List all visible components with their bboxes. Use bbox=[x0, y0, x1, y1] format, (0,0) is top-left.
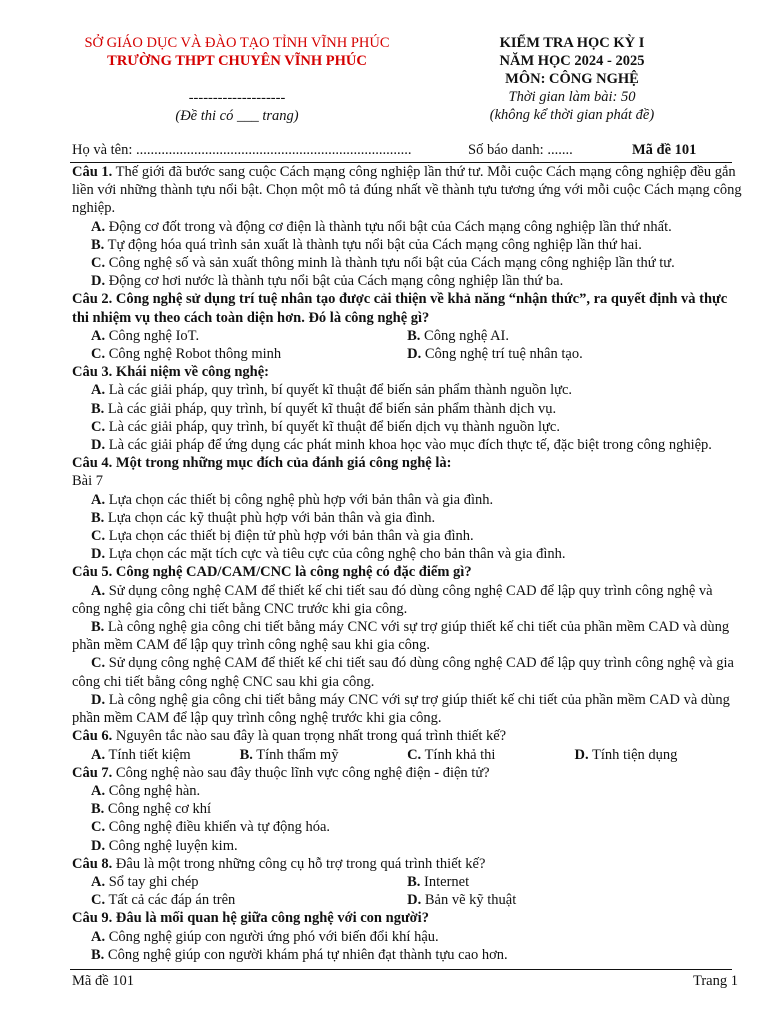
option-a: A. Công nghệ giúp con người ứng phó với biến đổi khí hậu. bbox=[91, 928, 439, 945]
option-d: D. Động cơ hơi nước là thành tựu nổi bật của Cách mạng công nghiệp lần thứ ba. bbox=[91, 273, 564, 290]
header-right bbox=[448, 34, 696, 124]
option-a: A. Là các giải pháp, quy trình, bí quyết kĩ thuật để biến sản phẩm thành nguồn lực. bbox=[91, 382, 573, 399]
question-number: Câu 6. bbox=[72, 728, 113, 745]
footer-exam-code: Mã đề 101 bbox=[72, 973, 135, 989]
option-b: B. Lựa chọn các kỹ thuật phù hợp với bản thân và gia đình. bbox=[91, 509, 436, 526]
question-number: Câu 1. bbox=[72, 164, 113, 180]
option-b: B. Công nghệ giúp con người khám phá tự nhiên đạt thành tựu cao hơn. bbox=[91, 946, 508, 963]
option-a: A. Sổ tay ghi chép bbox=[91, 873, 199, 890]
question-6 bbox=[72, 727, 742, 745]
question-1 bbox=[72, 163, 742, 218]
option-c: C. Lựa chọn các thiết bị điện tử phù hợp với bản thân và gia đình. bbox=[91, 528, 474, 545]
time-note: (không kể thời gian phát đề) bbox=[489, 107, 655, 123]
option-b: B. Tự động hóa quá trình sản xuất là thành tựu nổi bật của Cách mạng công nghiệp lần thứ hai. bbox=[91, 236, 642, 253]
question-7 bbox=[72, 764, 742, 782]
option-d: D. Công nghệ luyện kim. bbox=[91, 837, 238, 854]
option-d: D. Lựa chọn các mặt tích cực và tiêu cực của công nghệ cho bản thân và gia đình. bbox=[91, 546, 566, 563]
option-b: B. Công nghệ AI. bbox=[407, 327, 510, 344]
option-b: B. Là công nghệ gia công chi tiết bằng máy CNC với sự trợ giúp thiết kế chi tiết của phần mềm CAD và dùng phần mềm CAM để lập quy trình công nghệ sau khi gia công. bbox=[72, 619, 730, 654]
footer-rule bbox=[70, 969, 732, 970]
options-row bbox=[72, 327, 742, 345]
options-row bbox=[72, 746, 742, 764]
department-name: SỞ GIÁO DỤC VÀ ĐÀO TẠO TỈNH VĨNH PHÚC bbox=[84, 35, 390, 51]
school-name: TRƯỜNG THPT CHUYÊN VĨNH PHÚC bbox=[107, 53, 367, 69]
option-d: D. Bản vẽ kỹ thuật bbox=[407, 892, 517, 909]
option-d: D. Tính tiện dụng bbox=[574, 746, 678, 763]
page-number: Trang 1 bbox=[693, 973, 738, 989]
option-a: A. Tính tiết kiệm bbox=[91, 746, 191, 763]
option-d: D. Là các giải pháp để ứng dụng các phát minh khoa học vào mục đích thực tế, đặc biệt trong công nghiệp. bbox=[91, 437, 712, 454]
header-left bbox=[62, 34, 412, 125]
option-d: D. Công nghệ trí tuệ nhân tạo. bbox=[407, 346, 583, 363]
option-c: C. Công nghệ Robot thông minh bbox=[91, 346, 282, 363]
question-2: Câu 2. Công nghệ sử dụng trí tuệ nhân tạo được cải thiện về khả năng “nhận thức”, ra quyết định và thực thi nhiệm vụ theo cách toàn diện hơn. Đó là công nghệ gì? bbox=[72, 291, 728, 326]
question-text: Công nghệ nào sau đây thuộc lĩnh vực công nghệ điện - điện tử? bbox=[115, 764, 490, 781]
options-row bbox=[72, 891, 742, 909]
student-info-line bbox=[72, 142, 730, 162]
page-footer bbox=[72, 973, 738, 990]
pages-note: (Đề thi có ___ trang) bbox=[175, 108, 299, 124]
option-b: B. Công nghệ cơ khí bbox=[91, 801, 212, 818]
option-a: A. Lựa chọn các thiết bị công nghệ phù hợp với bản thân và gia đình. bbox=[91, 491, 494, 508]
question-number: Câu 8. bbox=[72, 855, 113, 872]
exam-content bbox=[72, 163, 742, 964]
option-a: A. Động cơ đốt trong và động cơ điện là thành tựu nổi bật của Cách mạng công nghiệp lần thứ nhất. bbox=[91, 218, 672, 235]
option-a: A. Công nghệ hàn. bbox=[91, 782, 201, 799]
question-text: Nguyên tắc nào sau đây là quan trọng nhất trong quá trình thiết kế? bbox=[115, 728, 507, 745]
options-row bbox=[72, 345, 742, 363]
option-d: D. Là công nghệ gia công chi tiết bằng máy CNC với sự trợ giúp thiết kế chi tiết của phần mềm CAD và dùng phần mềm CAM để lập quy trình công nghệ trước khi gia công. bbox=[72, 691, 730, 727]
option-c: C. Tính khả thi bbox=[407, 746, 496, 763]
exam-code: Mã đề 101 bbox=[632, 142, 697, 158]
question-text: Đâu là một trong những công cụ hỗ trợ trong quá trình thiết kế? bbox=[115, 855, 486, 872]
candidate-id-field: Số báo danh: ....... bbox=[468, 142, 573, 158]
option-c: C. Công nghệ số và sản xuất thông minh là thành tựu nổi bật của Cách mạng công nghiệp lần thứ tư. bbox=[91, 255, 675, 272]
question-8 bbox=[72, 855, 742, 873]
question-4: Câu 4. Một trong những mục đích của đánh giá công nghệ là: bbox=[72, 455, 452, 472]
student-name-field: Họ và tên: ............................................................................ bbox=[72, 142, 412, 158]
question-5: Câu 5. Công nghệ CAD/CAM/CNC là công nghệ có đặc điểm gì? bbox=[72, 564, 472, 581]
option-c: C. Sử dụng công nghệ CAM để thiết kế chi tiết sau đó dùng công nghệ CAD để lập quy trình công nghệ và gia công chi tiết bằng công nghệ CNC sau khi gia công. bbox=[72, 655, 734, 690]
question-note: Bài 7 bbox=[72, 473, 104, 490]
option-b: B. Tính thẩm mỹ bbox=[239, 746, 339, 763]
question-text: Thế giới đã bước sang cuộc Cách mạng công nghiệp lần thứ tư. Mỗi cuộc Cách mạng công nghiệp đều gắn liền với những thành tựu nổi bật. Chọn một mô tả đúng nhất về thành tựu tương ứng với mỗi cuộc Cách mạng công nghiệp. bbox=[72, 164, 742, 217]
option-b: B. Là các giải pháp, quy trình, bí quyết kĩ thuật để biến sản phẩm thành dịch vụ. bbox=[91, 400, 557, 417]
option-a: A. Sử dụng công nghệ CAM để thiết kế chi tiết sau đó dùng công nghệ CAD để lập quy trình công nghệ và công nghệ gia công chi tiết bằng CNC trước khi gia công. bbox=[72, 582, 713, 617]
option-a: A. Công nghệ IoT. bbox=[91, 327, 200, 344]
subject: MÔN: CÔNG NGHỆ bbox=[505, 71, 639, 87]
question-9: Câu 9. Đâu là mối quan hệ giữa công nghệ với con người? bbox=[72, 910, 429, 927]
option-c: C. Là các giải pháp, quy trình, bí quyết kĩ thuật để biến dịch vụ thành nguồn lực. bbox=[91, 418, 560, 435]
exam-title: KIỂM TRA HỌC KỲ I bbox=[499, 35, 645, 51]
option-c: C. Công nghệ điều khiển và tự động hóa. bbox=[91, 819, 331, 836]
exam-time: Thời gian làm bài: 50 bbox=[508, 89, 636, 105]
question-3: Câu 3. Khái niệm về công nghệ: bbox=[72, 364, 269, 381]
question-number: Câu 7. bbox=[72, 764, 113, 781]
option-c: C. Tất cả các đáp án trên bbox=[91, 892, 236, 909]
school-year: NĂM HỌC 2024 - 2025 bbox=[499, 53, 645, 69]
separator-dashes: -------------------- bbox=[188, 90, 286, 106]
option-b: B. Internet bbox=[407, 873, 470, 890]
options-row bbox=[72, 873, 742, 891]
